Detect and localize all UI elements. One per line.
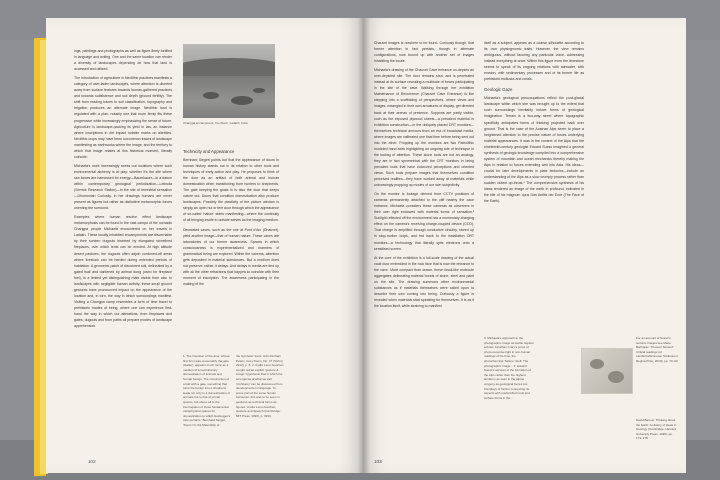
paragraph: Michaela's geological preoccupations reflect the post-glacial landscape within which she was brought up to the extent that such surroundings inevitably induce forms of geological imagination. Terrain is a two-way street where topographic specificity anticipates forms of thinking projected back over ground. That is the case of the Austrian Alps seem to place a heightened attention to the precise nature of forces underlying material appearances. It was in the context of the Alps that the nineteenth-century geologist Eduard Suess imagined a general synthesis of geologic knowledge compiled into a comprehensive system of mountain and ocean mechanics thereby making the Alps in relation to forces extending well into Asia. His ideas—crucial for later developments in plate tectonics—include an understanding of the Alps as a slow crumply process rather than sudden violent up-thrust.⁴ The comprehensive synthesis of his ideas rendered an image of the earth in profound, indicated in the title of his magnum opus Das Antlitz der Erde (The Face of the Earth).	[484, 96, 584, 204]
paragraph: Bernhard Siegert points out that the appearance of doors in human history stands out in its relation to other tools and techniques of early action and play. He proposes to think of the door as an artifact of both animal and human domestication when transitioning from hunters to shepherds. The gate keeping the goats in is also the door that keeps nature out. Doors that condition domestication also produce landscapes. Possibly the plasticity of the picture window is simply an open hut or tent door through which the appearance of so-called 'nature' starts manifesting—where the continuity of all bringing inside to outside serves as the imaging medium.	[183, 158, 279, 223]
paragraph: On the monitor is footage derived from CCTV positions of cameras permanently attached to the cliff nearby the cave entrance. Michaela considers these cameras as observers in their own right endowed with material forms of sensation.³ Sunlight reflected off the environment has a momentary charging effect on the camera's receiving charge-coupled device (CCD). That charge is amplified through conductive circuitry, stored up in stop-motion loops, and fed back to the installation CRT monitors—a technology that literally spits electrons onto a sensitised screen.	[374, 192, 474, 251]
specimen-mark	[608, 371, 624, 383]
paragraph: At the core of the exhibition is a full-scale drawing of the actual vault door embedded in the rock face that is now the entrance to the cave. More compact than drawn, these fossil-like molecule aggregates delineating material bonds of stone, steel and paint on the site. The drawing summons other environmental substances as if materials themselves were called upon to describe their own coming into being. Curiously a figure is revealed when materials start speaking for themselves. It is as if the location itself, while straining to manifest	[374, 255, 474, 308]
footnotes-right-page: 3. Michaela's approach to the photographic image as tactile register echoes Jonathan Crary's prose of photo-receptive light in non-human readings of his time, the photochemical 'Nature' itself. The photographic image... 4. Eduard Suess's account of the formation of the Alps rather than the highest landform as seen in the Alpine orogeny as geological forces are interplays of friction connecting its aspects with unidentified tools and surface forms in the...	[484, 336, 534, 400]
landscape-photo	[183, 44, 275, 118]
photo-caption: Changpa encampment, Tso Moriri, Ladakh, India	[183, 121, 248, 125]
footnote-right: the Symbolic' trans. John Durham Peters, Grey Room, No. 47 (Spring 2012), p. 8. 2. André Leroi-Gourhan sought out an explicit 'gesture & image' hypothesis that in which the emergence of what we call 'prehistory' can be discovered from developments in language. To prove part of the same human behaviour, this was to be seen in gestures as technical forms as figures.' André Leroi-Gourhan, Gesture and Speech (Cambridge: MIT Press, 1993), p. 3933.	[236, 354, 284, 418]
left-column-2	[183, 144, 279, 348]
section-heading: Technicity and Appearance	[183, 149, 235, 154]
paragraph: Michaela's drawing of the Chauvet Cave entrance un-depicts an over-depicted site. The door remains shut, and is penetrated instead at its surface revealing a multitude of forces participating in the site of the cave. Walking through her exhibition Maintenance of Recurrence (Chauvet Cave Entrance) is like stepping into a scaffolding of perspectives, where views and images, entangled in their own armatures of display, get directed back at their arenas of presence. Supports are partly visible, such as the exposed plywood sheets—a prevalent material in exhibition construction—or the obliquely placed CRT monitors—themselves technical armours from an era of broadcast media, where images are calibrated one final time before being sent out into the ether. Propping up the monitors are two Paleolithic modeled hand axes highlighting an ongoing role of technique in the tooling of attention. These stone tools are not an analogy, they are in fact symmetrical with the CRT monitors in being prevalent tools that have colonized perceptions and oriented views. Such tools prepare images that themselves condition perceived realities—they have worked away at materials while unknowingly propping up modes of our own subjectivity.	[374, 68, 474, 188]
page-number: 103	[374, 459, 382, 464]
section-heading: Geologic Gaze	[484, 87, 513, 93]
paragraph: itself as a subject, appears as a coarse silhouette according to its own physiognomic traits. However, the view remains ambiguous, without favoring any particular voice, addressing instead everything at once. Within this figure even the limestone seems to speak of its ongoing relations with rainwater, with erosion, with sedimentary processes and of its former life as prehistoric mollusks and corals.	[484, 41, 584, 82]
photo-stone-circle	[203, 92, 219, 99]
paragraph: Decorated caves, such as the one at Pont d'Arc (Chauvet), yield another image—that of human nature. These caves are laboratories of our former awareness. Spaces in which consciousness is experimentalized and manners of grammatical being are explored. Within the caverns, attention gets deposited in material substances. But a medium does not preserve, rather, it delays. And delays in media are tied up with all the other refractions that happen to coincide with their moment of inscription. The awareness participating in the making of the	[183, 227, 279, 286]
right-column-1	[374, 40, 474, 448]
paragraph: ings, paintings and photographs as well as figure-finely fortified in language and writing. One and the same location can render a diversity of landscapes depending on how that land is accessed and utilized.	[74, 49, 172, 72]
paragraph: Chauvet images is nowhere to be found. Curiously though, that former attention in fact persists, though in alternate configurations, now bound up with another set of images inhabiting the locale.	[374, 41, 474, 64]
page-number: 102	[88, 459, 96, 464]
side-caption-2: David Baroux, Thinking about the Earth: A History of Ideas in Geology (Cambridge: Harvard University Press, 1996), pp. 173–178.	[636, 418, 677, 441]
right-column-2	[484, 40, 584, 330]
paragraph: Michaela's work increasingly seeks out locations where such environmental alchemy is at play: whether it's the site where raw forces are harnessed for energy—Baumkauer—in a datum within contemporary geological periodization—Leiboda (Semvik Research Station)—in the site of terrestrial sensation—Dhomonian Curiosity, in her drawings humans are never present as figures but rather as distinctive metamorphic forces orienting the surround.	[74, 163, 172, 211]
right-page	[364, 18, 686, 473]
left-column-1	[74, 48, 172, 448]
paragraph: Examples where human resolve effect landscape metamorphosis can be found in the vast campo of the nomadic Changpa people Michaela encountered on her travels in Ladakh. These locally inhabited encampments are discernable by their sunken dugouts bisected by elongated stonelined fireplaces, over which tents can be erected. At high altitude desert pastures, the dugouts often adjoin cordoned-off areas where livestock can be herded during extended periods of habitation. A geometric patch of discolored soil, delineated by a gated wall and darkened by animal dung (used for fireplace fuel), is a limited yet distinguishing mark visible from afar. In landscapes with negligible human activity, these small ground gestures have pronounced impact on the appearance of the location and, in turn, the way in which surroundings manifest. Visiting a Changpa camp resembles a form of time travel to prehistoric modes of being, where one can experience first-hand the way in which our alterations, from fireplaces and gates, dugouts and from paths all prepare modes of landscape apprehension.	[74, 215, 172, 329]
left-page	[46, 18, 364, 473]
photo-ground	[183, 76, 275, 118]
photo-stone-circle	[253, 88, 265, 93]
photo-stone-circle	[231, 96, 253, 105]
book-gutter	[358, 18, 370, 473]
paragraph: The introduction of agriculture in Neolithic practices manifests a category of user-laden landscapes, where attention is diverted away from surface features towards human-gathered practices and towards subsistence and soil depth (ground fertility). The shift from reading traces to soil classification, topography and irrigation produces an alternate image. Neolithic land is regulated with a plan, notably one that more firmly fits these progression while increasingly emphasizing the sense of future. Agriculture is landscape-packing its yield in law, an instance where inscriptions in dirt impact notable marks on alterities. Neolithic crops may have been uncommon traces of landscape manifesting as earthworks where the image, and the territory to which that image relates at this historical moment, literally coincide.	[74, 76, 172, 159]
specimen-image	[581, 348, 633, 394]
footnote-left: 1. The invention of the door, whose first form was presumably the gate (Gatter), appears much more as a medium of a revolutionary domestication of animals and human beings. The construction of a fold with a gate, something that turns the hunter into a shepherd, leads not only to a domestication of animals but to that of primal spaces, but above all to the interrogation of those fundamental metaphysical spaces for domestication to which Heidegger's care pertains.' Bernhard Siegert, 'Doors On the Materiality of	[183, 354, 231, 427]
side-caption: For an account of Suess's tectonic images see Marie Bacharac: "Present Sensed" Critical readings (of Landschaftsinneren Strukturen), Regina Pinto, 2010), pp. 70–90.	[636, 336, 679, 363]
specimen-mark	[590, 359, 604, 369]
